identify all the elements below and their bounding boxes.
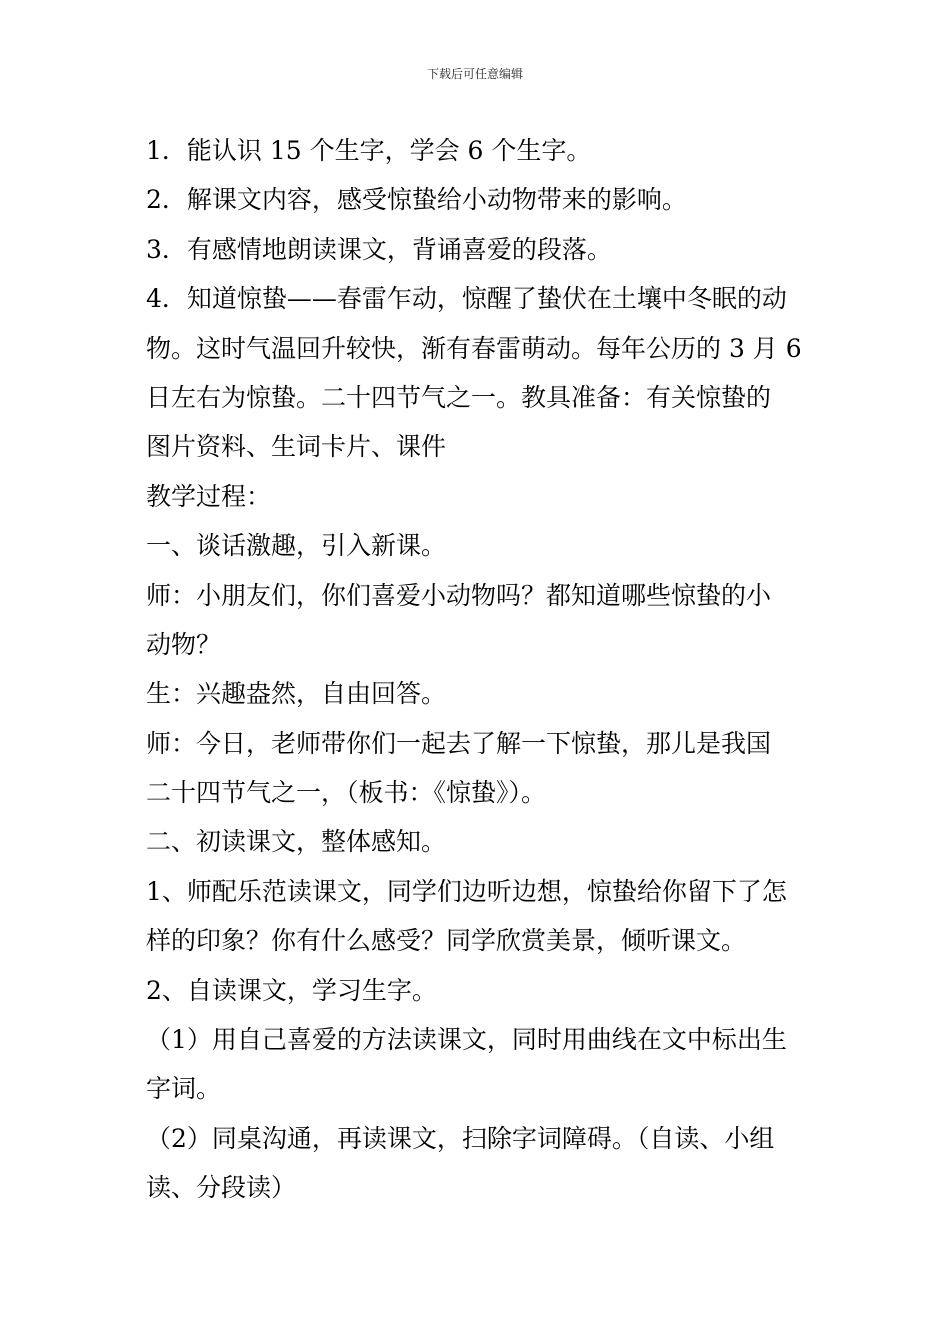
text-line: 师：今日，老师带你们一起去了解一下惊蛰，那儿是我国 (146, 728, 772, 758)
text-line: 日左右为惊蛰。二十四节气之一。教具准备：有关惊蛰的 (146, 382, 772, 412)
text-line: （2）同桌沟通，再读课文，扫除字词障碍。（自读、小组 (146, 1123, 775, 1153)
text-line: 师：小朋友们，你们喜爱小动物吗？都知道哪些惊蛰的小 (146, 580, 772, 610)
text-line: 1．能认识 15 个生字，学会 6 个生字。 (146, 136, 592, 165)
text-line: 样的印象？你有什么感受？同学欣赏美景，倾听课文。 (146, 926, 747, 956)
page-header: 下载后可任意编辑 (426, 67, 523, 81)
text-line: 物。这时气温回升较快，渐有春雷萌动。每年公历的 3 月 6 (146, 333, 802, 363)
text-line: 二十四节气之一，（板书：《惊蛰》）。 (146, 778, 547, 808)
text-line: 4．知道惊蛰——春雷乍动，惊醒了蛰伏在土壤中冬眠的动 (146, 284, 787, 314)
text-line: 3．有感情地朗读课文，背诵喜爱的段落。 (146, 234, 612, 264)
text-line: 生：兴趣盎然，自由回答。 (146, 679, 447, 709)
document-body (146, 126, 811, 1213)
section-heading: 二、初读课文，整体感知。 (146, 827, 447, 857)
text-line: 1、师配乐范读课文，同学们边听边想，惊蛰给你留下了怎 (146, 876, 787, 906)
text-line: 2．解课文内容，感受惊蛰给小动物带来的影响。 (146, 185, 687, 215)
text-line: 2、自读课文，学习生字。 (146, 975, 437, 1005)
section-heading: 教学过程： (146, 481, 272, 511)
section-heading: 一、谈话激趣，引入新课。 (146, 531, 447, 561)
text-line: 动物？ (146, 629, 222, 659)
text-line: （1）用自己喜爱的方法读课文，同时用曲线在文中标出生 (146, 1025, 787, 1055)
text-line: 读、分段读） (146, 1173, 297, 1203)
text-line: 图片资料、生词卡片、课件 (146, 432, 447, 462)
text-line: 字词。 (146, 1074, 222, 1104)
